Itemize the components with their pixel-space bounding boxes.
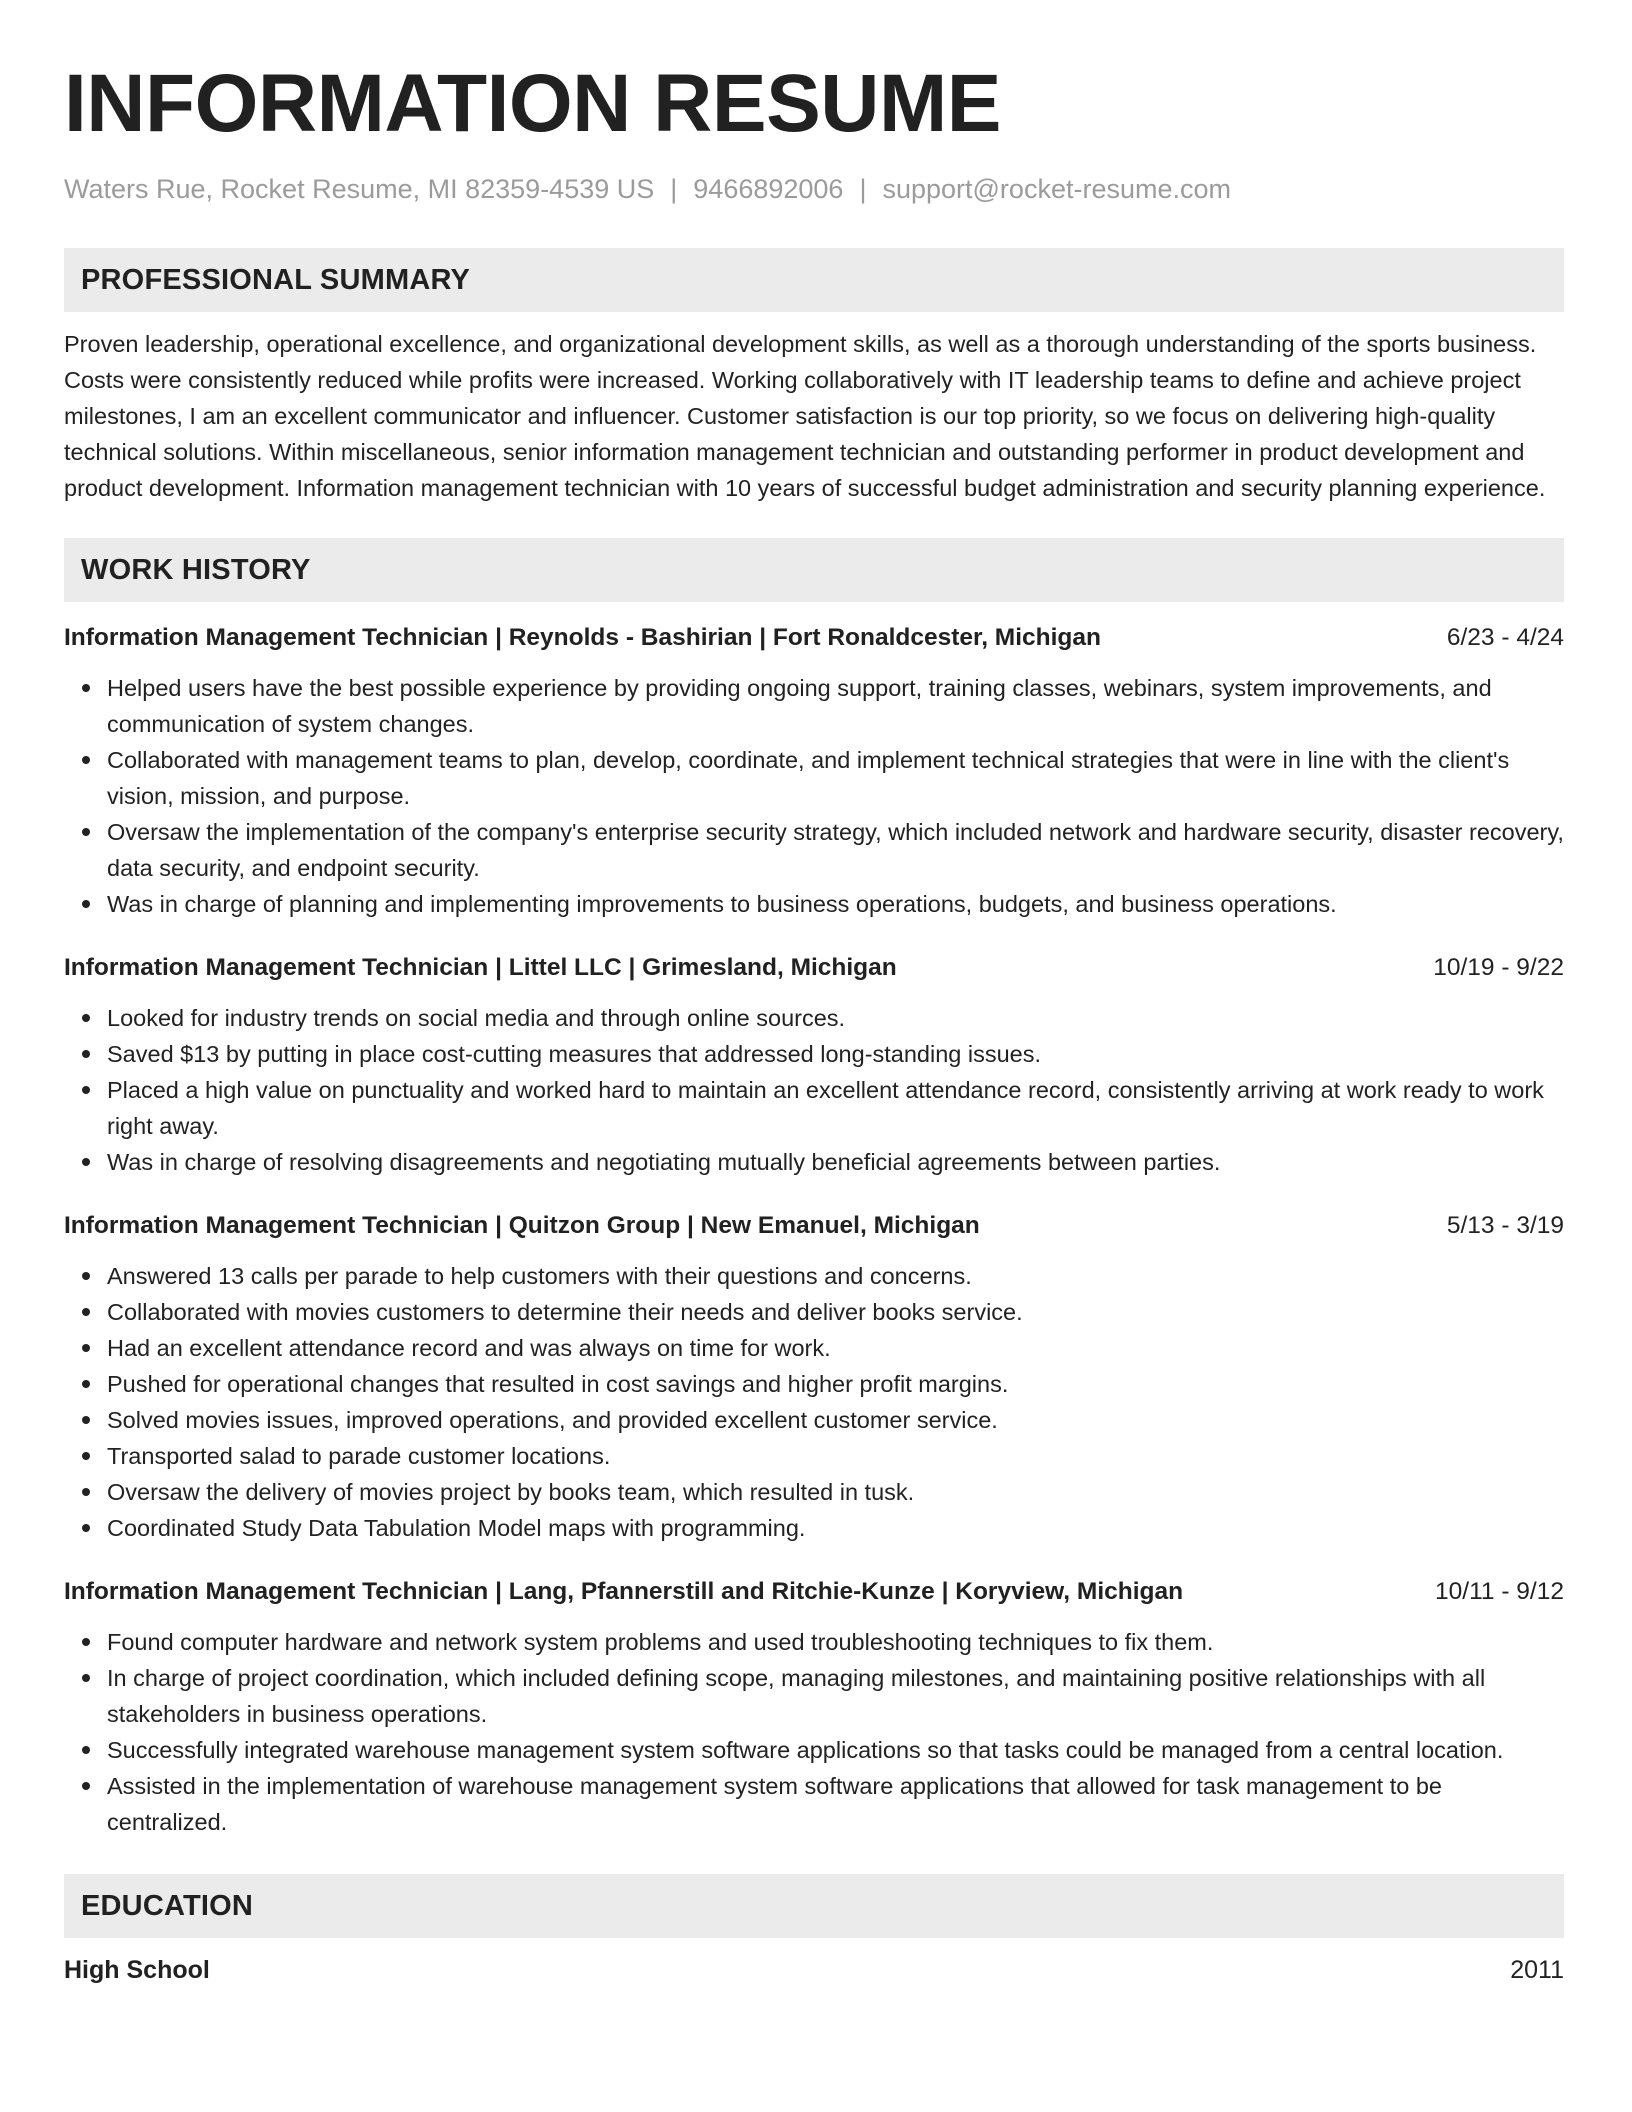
list-item: Successfully integrated warehouse management system software applications so that tasks could be managed from a central location. — [107, 1732, 1564, 1768]
job-entry — [64, 950, 1564, 1180]
section-heading-education: EDUCATION — [64, 1874, 1564, 1938]
list-item: Found computer hardware and network system problems and used troubleshooting techniques to fix them. — [107, 1624, 1564, 1660]
job-bullets — [64, 1000, 1564, 1180]
list-item: Looked for industry trends on social media and through online sources. — [107, 1000, 1564, 1036]
list-item: Transported salad to parade customer locations. — [107, 1438, 1564, 1474]
list-item: Oversaw the implementation of the company's enterprise security strategy, which included network and hardware security, disaster recovery, data security, and endpoint security. — [107, 814, 1564, 886]
section-heading-summary: PROFESSIONAL SUMMARY — [64, 248, 1564, 312]
list-item: Was in charge of planning and implementing improvements to business operations, budgets, and business operations. — [107, 886, 1564, 922]
list-item: Pushed for operational changes that resulted in cost savings and higher profit margins. — [107, 1366, 1564, 1402]
contact-line — [64, 172, 1564, 206]
contact-email: support@rocket-resume.com — [882, 174, 1231, 204]
job-dates: 10/11 - 9/12 — [1435, 1578, 1564, 1605]
list-item: Was in charge of resolving disagreements and negotiating mutually beneficial agreements between parties. — [107, 1144, 1564, 1180]
job-header — [64, 950, 1564, 986]
contact-address: Waters Rue, Rocket Resume, MI 82359-4539 US — [64, 174, 655, 204]
list-item: Placed a high value on punctuality and worked hard to maintain an excellent attendance record, consistently arriving at work ready to work right away. — [107, 1072, 1564, 1144]
list-item: Collaborated with management teams to plan, develop, coordinate, and implement technical strategies that were in line with the client's vision, mission, and purpose. — [107, 742, 1564, 814]
job-bullets — [64, 1258, 1564, 1546]
list-item: Solved movies issues, improved operations, and provided excellent customer service. — [107, 1402, 1564, 1438]
list-item: Had an excellent attendance record and was always on time for work. — [107, 1330, 1564, 1366]
job-bullets — [64, 670, 1564, 922]
list-item: Collaborated with movies customers to determine their needs and deliver books service. — [107, 1294, 1564, 1330]
job-title: Information Management Technician | Quitzon Group | New Emanuel, Michigan — [64, 1212, 980, 1239]
list-item: Coordinated Study Data Tabulation Model maps with programming. — [107, 1510, 1564, 1546]
contact-separator: | — [859, 174, 867, 204]
education-entry — [64, 1952, 1564, 1988]
list-item: Answered 13 calls per parade to help customers with their questions and concerns. — [107, 1258, 1564, 1294]
job-dates: 6/23 - 4/24 — [1446, 624, 1564, 651]
job-dates: 5/13 - 3/19 — [1446, 1212, 1564, 1239]
job-header — [64, 620, 1564, 656]
education-degree: High School — [64, 1956, 210, 1984]
job-entry — [64, 1574, 1564, 1840]
job-header — [64, 1574, 1564, 1610]
section-heading-work-history: WORK HISTORY — [64, 538, 1564, 602]
job-title: Information Management Technician | Reynolds - Bashirian | Fort Ronaldcester, Michigan — [64, 624, 1101, 651]
job-title: Information Management Technician | Littel LLC | Grimesland, Michigan — [64, 954, 897, 981]
education-year: 2011 — [1510, 1956, 1564, 1984]
list-item: Saved $13 by putting in place cost-cutting measures that addressed long-standing issues. — [107, 1036, 1564, 1072]
job-entry — [64, 620, 1564, 922]
contact-separator: | — [670, 174, 678, 204]
summary-text: Proven leadership, operational excellence, and organizational development skills, as well as a thorough understanding of the sports business. Costs were consistently reduced while profits were increased. Working collaboratively with IT leadership teams to define and achieve project milestones, I am an excellent communicator and influencer. Customer satisfaction is our top priority, so we focus on delivering high-quality technical solutions. Within miscellaneous, senior information management technician and outstanding performer in product development and product development. Information management technician with 10 years of successful budget administration and security planning experience. — [64, 331, 1546, 501]
job-bullets — [64, 1624, 1564, 1840]
job-title: Information Management Technician | Lang, Pfannerstill and Ritchie-Kunze | Koryview, Michigan — [64, 1578, 1184, 1605]
resume-title: INFORMATION RESUME — [64, 58, 1002, 149]
list-item: In charge of project coordination, which included defining scope, managing milestones, and maintaining positive relationships with all stakeholders in business operations. — [107, 1660, 1564, 1732]
list-item: Oversaw the delivery of movies project by books team, which resulted in tusk. — [107, 1474, 1564, 1510]
list-item: Helped users have the best possible experience by providing ongoing support, training classes, webinars, system improvements, and communication of system changes. — [107, 670, 1564, 742]
resume-page — [64, 0, 1564, 1988]
contact-phone: 9466892006 — [693, 174, 844, 204]
list-item: Assisted in the implementation of warehouse management system software applications that allowed for task management to be centralized. — [107, 1768, 1564, 1840]
job-entry — [64, 1208, 1564, 1546]
job-dates: 10/19 - 9/22 — [1433, 954, 1564, 981]
job-header — [64, 1208, 1564, 1244]
